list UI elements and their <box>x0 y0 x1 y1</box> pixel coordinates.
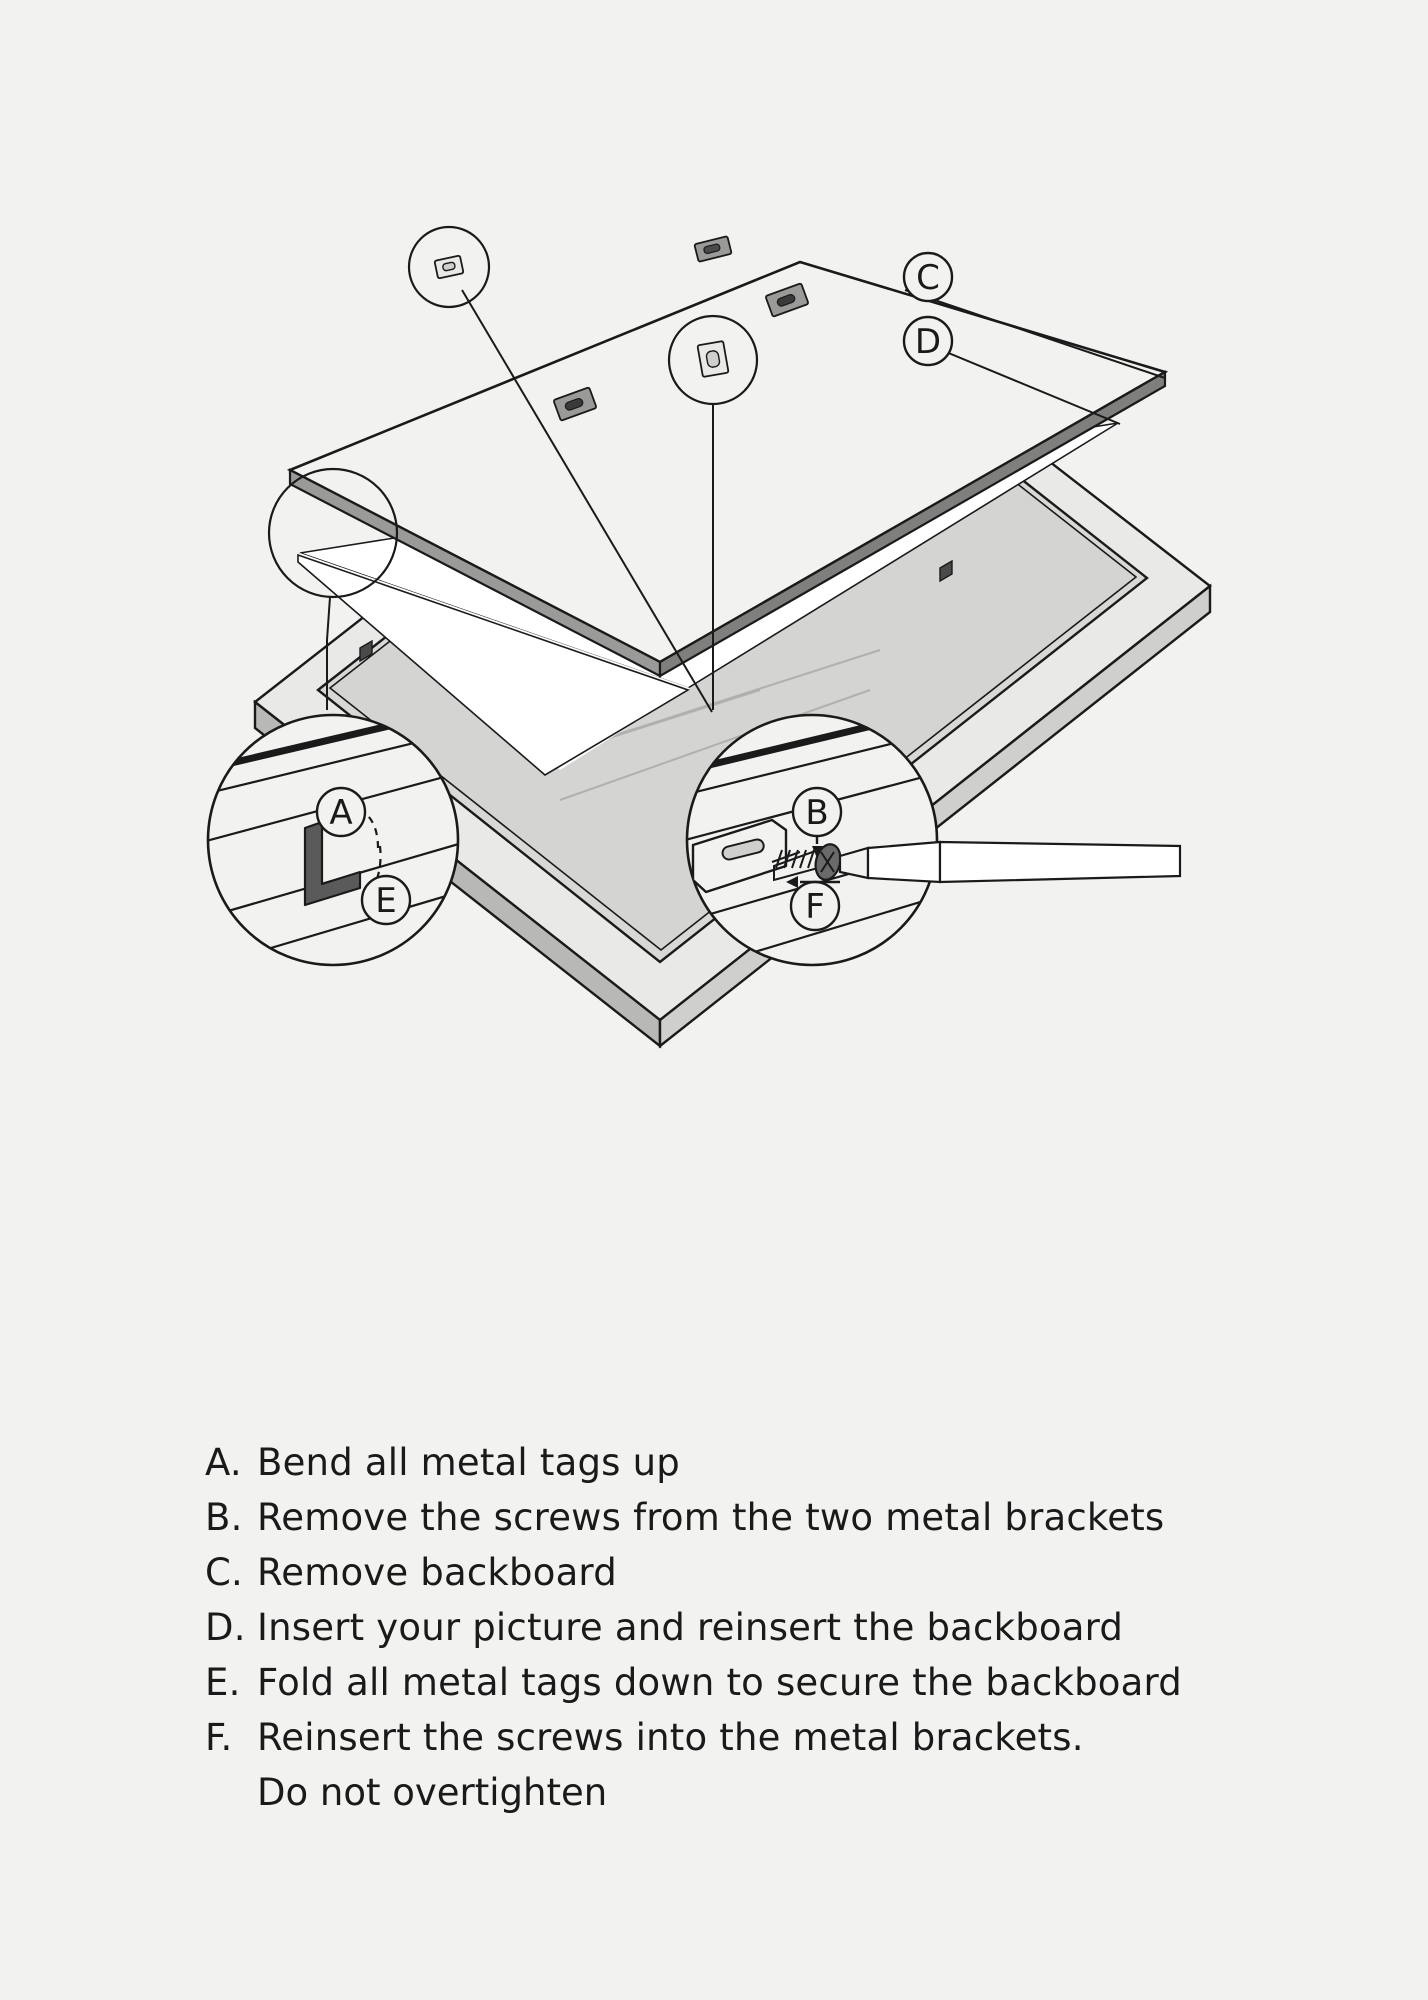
instruction-text: Insert your picture and reinsert the backboard <box>257 1606 1124 1649</box>
list-item <box>205 1545 1325 1600</box>
instruction-continuation: Do not overtighten <box>257 1771 608 1814</box>
callout-b-label: B <box>805 793 829 833</box>
instruction-key: F. <box>205 1716 233 1759</box>
instruction-key: E. <box>205 1661 241 1704</box>
callout-e <box>362 876 410 924</box>
instruction-text: Fold all metal tags down to secure the backboard <box>257 1661 1182 1704</box>
callout-b <box>793 788 841 836</box>
callout-c-label: C <box>916 258 940 298</box>
callout-f-label: F <box>805 887 825 927</box>
instruction-key: B. <box>205 1496 243 1539</box>
list-item <box>205 1600 1325 1655</box>
list-item <box>205 1490 1325 1545</box>
screwdriver-part <box>840 842 1180 882</box>
instruction-key: D. <box>205 1606 246 1649</box>
callout-a <box>317 788 365 836</box>
instruction-key: C. <box>205 1551 243 1594</box>
callout-d-label: D <box>914 322 942 362</box>
instruction-key: A. <box>205 1441 242 1484</box>
callout-c <box>904 253 952 301</box>
callout-f <box>791 882 839 930</box>
instruction-text: Bend all metal tags up <box>257 1441 680 1484</box>
list-item <box>205 1655 1325 1710</box>
callout-e-label: E <box>375 881 397 921</box>
callout-d <box>904 317 952 365</box>
instruction-list <box>205 1435 1325 1820</box>
callout-a-label: A <box>329 793 353 833</box>
instruction-text: Reinsert the screws into the metal brackets. <box>257 1716 1084 1759</box>
list-item <box>205 1435 1325 1490</box>
instruction-text: Remove the screws from the two metal brackets <box>257 1496 1165 1539</box>
list-item <box>205 1710 1325 1765</box>
instruction-text: Remove backboard <box>257 1551 617 1594</box>
